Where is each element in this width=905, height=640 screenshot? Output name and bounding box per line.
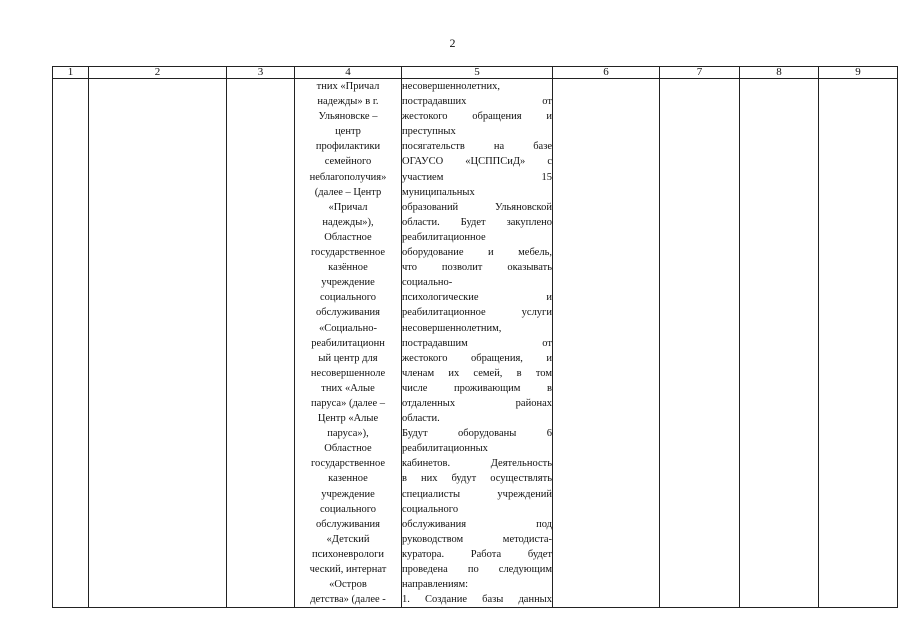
institution-line: надежды» в г. [317,96,379,108]
table-row [53,79,898,608]
cell-col-3 [227,79,295,608]
institution-line: обслуживания [315,307,381,319]
cell-col-5-description [402,79,553,608]
institutions-text [295,79,401,607]
description-line: куратора. Работа будет [402,548,552,560]
header-row [53,67,898,79]
institution-line: неблагополучия» [309,171,387,183]
description-line: несовершеннолетним, [402,322,502,334]
description-line: пострадавшим от [402,337,552,349]
description-line: социально- [402,277,453,289]
description-line: обслуживания под [402,518,552,530]
institution-line: учреждение [321,488,375,500]
cell-col-2 [89,79,227,608]
description-line: реабилитационное услуги [402,307,552,319]
description-line: руководством методиста- [402,533,552,545]
institution-line: «Детский [326,533,370,545]
institution-line: детства» (далее - [310,594,386,606]
description-line: социального [402,503,459,515]
column-header-1: 1 [53,67,89,79]
institution-line: «Причал [328,201,368,213]
description-line: членам их семей, в том [402,367,552,379]
institution-line: социального [319,292,377,304]
institution-line: тних «Алые [321,382,375,394]
institution-line: паруса» (далее – [311,397,385,409]
description-line: преступных [402,126,456,138]
institution-line: казенное [328,473,368,485]
cell-col-8 [740,79,819,608]
institution-line: паруса»), [327,428,369,440]
institution-line: учреждение [321,277,375,289]
cell-col-4-institutions [295,79,402,608]
institution-line: социального [319,503,377,515]
description-line: проведена по следующим [402,564,552,575]
institution-line: Центр «Алые [317,413,379,425]
institution-line: ый центр для [318,352,378,364]
institution-line: профилактики [315,141,381,153]
institution-line: реабилитационн [311,337,385,349]
description-line: психологические и [402,292,552,304]
description-text [402,79,552,607]
description-line: муниципальных [402,186,475,198]
description-line: специалисты учреждений [402,488,552,500]
institution-line: семейного [324,156,372,168]
column-header-3: 3 [227,67,295,79]
institution-line: надежды»), [322,216,374,228]
institution-line: казённое [328,262,368,274]
column-header-5: 5 [402,67,553,79]
institution-line: тних «Причал [316,81,380,92]
institution-line: Областное [324,443,372,455]
column-header-7: 7 [660,67,740,79]
column-header-9: 9 [819,67,898,79]
description-line: жестокого обращения, и [402,352,552,364]
description-line: ОГАУСО «ЦСППСиД» с [402,156,552,168]
description-line: посягательств на базе [402,141,552,153]
description-line: реабилитационных [402,443,488,455]
description-line: образований Ульяновской [402,201,552,213]
description-line: кабинетов. Деятельность [402,458,552,470]
institution-line: несовершеннолe [310,367,386,379]
institution-line: государственное [310,458,385,470]
institution-line: Областное [324,231,372,243]
column-header-2: 2 [89,67,227,79]
description-line: участием 15 [402,171,552,183]
description-line: числе проживающим в [402,382,552,394]
description-line: в них будут осуществлять [402,473,552,485]
institution-line: обслуживания [315,518,381,530]
page-number: 2 [449,36,456,50]
institution-line: «Остров [329,579,367,591]
cell-col-1 [53,79,89,608]
document-table [52,66,898,608]
institution-line: (далее – Центр [314,186,382,198]
description-line: пострадавших от [402,96,552,108]
institution-line: государственное [310,247,385,259]
description-line: отдаленных районах [402,397,552,409]
institution-line: «Социально- [319,322,377,334]
cell-col-9 [819,79,898,608]
description-line: что позволит оказывать [402,262,552,274]
description-line: области. Будет закуплено [402,216,552,228]
cell-col-7 [660,79,740,608]
description-line: оборудование и мебель, [402,247,552,259]
institution-line: Ульяновске – [318,111,378,123]
column-header-4: 4 [295,67,402,79]
description-line: жестокого обращения и [402,111,552,123]
description-line: направлениям: [402,579,469,591]
description-line: Будут оборудованы 6 [402,428,552,440]
cell-col-6 [553,79,660,608]
column-header-6: 6 [553,67,660,79]
institution-line: ческий, интернат [309,564,387,575]
institution-line: центр [335,126,361,138]
description-line: реабилитационное [402,231,486,243]
description-line: 1. Создание базы данных [402,594,552,606]
institution-line: психоневрологи [311,548,384,560]
description-line: несовершеннолетних, [402,81,500,92]
description-line: области. [402,413,440,425]
column-header-8: 8 [740,67,819,79]
